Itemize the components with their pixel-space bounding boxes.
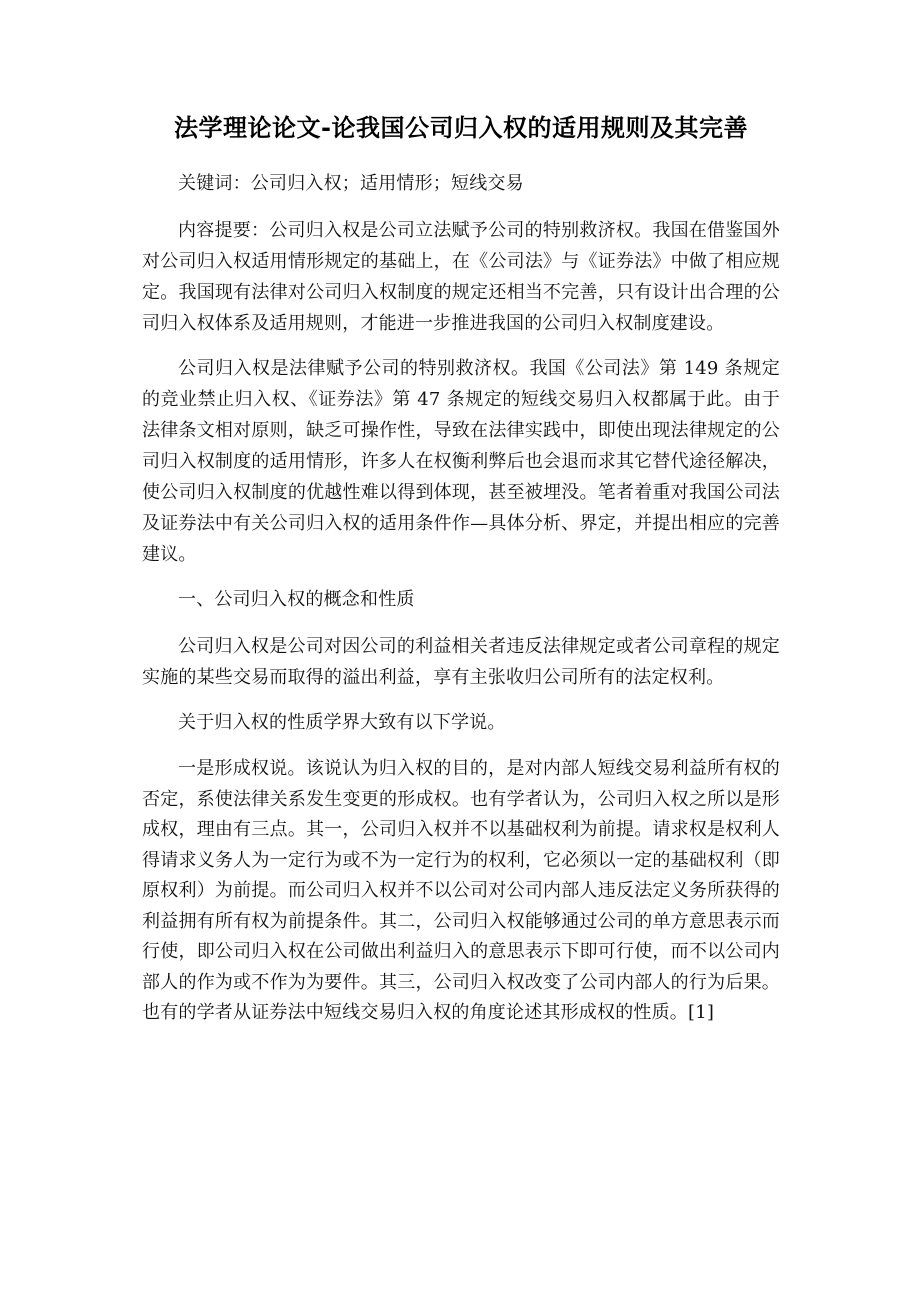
section-heading: 一、公司归入权的概念和性质	[178, 589, 415, 610]
definition-paragraph: 公司归入权是公司对因公司的利益相关者违反法律规定或者公司章程的规定实施的某些交易而取得的溢出利益，享有主张收归公司所有的法定权利。	[142, 636, 780, 688]
keywords-paragraph: 关键词：公司归入权；适用情形；短线交易	[178, 173, 524, 194]
intro-paragraph: 公司归入权是法律赋予公司的特别救济权。我国《公司法》第 149 条规定的竞业禁止归入权、《证券法》第 47 条规定的短线交易归入权都属于此。由于法律条文相对原则，缺乏可操作性，导致在法律实践中，即使出现法律规定的公司归入权制度的适用情形，许多人在权衡利弊后也会退而求其它替代途径解决，使公司归入权制度的优越性难以得到体现，甚至被埋没。笔者着重对我国公司法及证券法中有关公司归入权的适用条件作—具体分析、界定，并提出相应的完善建议。	[142, 358, 780, 565]
formation-right-paragraph: 一是形成权说。该说认为归入权的目的，是对内部人短线交易利益所有权的否定，系使法律关系发生变更的形成权。也有学者认为，公司归入权之所以是形成权，理由有三点。其一，公司归入权并不以基础权利为前提。请求权是权利人得请求义务人为一定行为或不为一定行为的权利，它必须以一定的基础权利（即原权利）为前提。而公司归入权并不以公司对公司内部人违反法定义务所获得的利益拥有所有权为前提条件。其二，公司归入权能够通过公司的单方意思表示而行使，即公司归入权在公司做出利益归入的意思表示下即可行使，而不以公司内部人的作为或不作为为要件。其三，公司归入权改变了公司内部人的行为后果。也有的学者从证券法中短线交易归入权的角度论述其形成权的性质。[1]	[142, 758, 780, 1023]
abstract-paragraph: 内容提要：公司归入权是公司立法赋予公司的特别救济权。我国在借鉴国外对公司归入权适用情形规定的基础上，在《公司法》与《证券法》中做了相应规定。我国现有法律对公司归入权制度的规定还相当不完善，只有设计出合理的公司归入权体系及适用规则，才能进一步推进我国的公司归入权制度建设。	[142, 220, 780, 334]
document-title: 法学理论论文-论我国公司归入权的适用规则及其完善	[174, 114, 748, 142]
theory-intro-paragraph: 关于归入权的性质学界大致有以下学说。	[178, 712, 506, 733]
